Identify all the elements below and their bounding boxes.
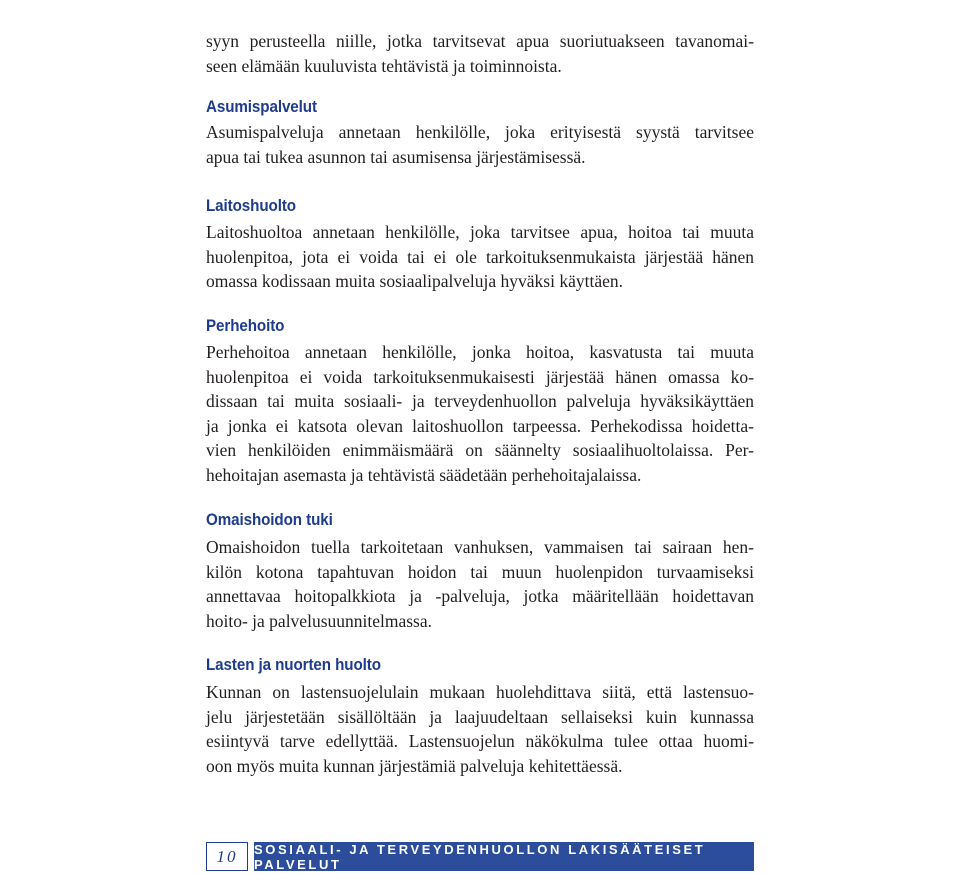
text-line: jelu järjestetään sisällöltään ja laajuudeltaan sellaiseksi kuin kunnassa bbox=[206, 706, 754, 727]
text-line: Kunnan on lastensuojelulain mukaan huolehdittava siitä, että lastensuo- bbox=[206, 682, 754, 702]
text-line: Asumispalveluja annetaan henkilölle, joka erityisestä syystä tarvitsee bbox=[206, 122, 754, 142]
text-line: annettavaa hoitopalkkiota ja -palveluja, jotka määritellään hoidettavan bbox=[206, 586, 754, 606]
section-omaishoidon-tuki bbox=[206, 509, 754, 633]
text-line: esiintyvä tarve edellyttää. Lastensuojelun näkökulma tulee ottaa huomi- bbox=[206, 731, 754, 751]
text-line: Laitoshuoltoa annetaan henkilölle, joka tarvitsee apua, hoitoa tai muuta bbox=[206, 222, 754, 242]
text-line: huolenpitoa ei voida tarkoituksenmukaisesti järjestää hänen omassa ko- bbox=[206, 366, 754, 387]
section-lasten-ja-nuorten-huolto bbox=[206, 654, 754, 778]
text-line: vien henkilöiden enimmäismäärä on säännelty sosiaalihuoltolaissa. Per- bbox=[206, 440, 754, 460]
section-heading: Perhehoito bbox=[206, 317, 285, 335]
intro-paragraph bbox=[206, 29, 754, 78]
page-number: 10 bbox=[206, 842, 248, 871]
section-paragraph bbox=[206, 340, 754, 487]
section-paragraph bbox=[206, 680, 754, 778]
text-line: Perhehoitoa annetaan henkilölle, jonka hoitoa, kasvatusta tai muuta bbox=[206, 342, 754, 362]
text-line: Omaishoidon tuella tarkoitetaan vanhuksen, vammaisen tai sairaan hen- bbox=[206, 537, 754, 557]
section-perhehoito bbox=[206, 315, 754, 487]
section-paragraph bbox=[206, 120, 754, 169]
section-heading: Lasten ja nuorten huolto bbox=[206, 656, 381, 674]
text-line: seen elämään kuuluvista tehtävistä ja toiminnoista. bbox=[206, 55, 562, 76]
section-asumispalvelut bbox=[206, 96, 754, 169]
page-footer bbox=[206, 842, 754, 873]
text-line: omassa kodissaan muita sosiaalipalveluja hyväksi käyttäen. bbox=[206, 271, 623, 291]
section-heading: Laitoshuolto bbox=[206, 197, 296, 215]
footer-title: SOSIAALI- JA TERVEYDENHUOLLON LAKISÄÄTEISET PALVELUT bbox=[254, 842, 754, 871]
text-line: hehoitajan asemasta ja tehtävistä säädetään perhehoitajalaissa. bbox=[206, 464, 642, 485]
section-heading: Asumispalvelut bbox=[206, 98, 317, 116]
text-line: apua tai tukea asunnon tai asumisensa järjestämisessä. bbox=[206, 146, 586, 167]
text-line: kilön kotona tapahtuvan hoidon tai muun huolenpidon turvaamiseksi bbox=[206, 561, 754, 582]
text-line: dissaan tai muita sosiaali- ja terveydenhuollon palveluja hyväksikäyttäen bbox=[206, 391, 754, 411]
text-line: hoito- ja palvelusuunnitelmassa. bbox=[206, 610, 432, 631]
text-line: ja jonka ei katsota olevan laitoshuollon tarpeessa. Perhekodissa hoidetta- bbox=[206, 415, 754, 436]
section-paragraph bbox=[206, 535, 754, 633]
text-line: huolenpitoa, jota ei voida tai ei ole tarkoituksenmukaista järjestää hänen bbox=[206, 246, 754, 267]
text-line: syyn perusteella niille, jotka tarvitsevat apua suoriutuakseen tavanomai- bbox=[206, 31, 754, 51]
section-heading: Omaishoidon tuki bbox=[206, 511, 333, 529]
text-line: oon myös muita kunnan järjestämiä palveluja kehitettäessä. bbox=[206, 755, 623, 776]
section-paragraph bbox=[206, 220, 754, 294]
section-laitoshuolto bbox=[206, 195, 754, 294]
